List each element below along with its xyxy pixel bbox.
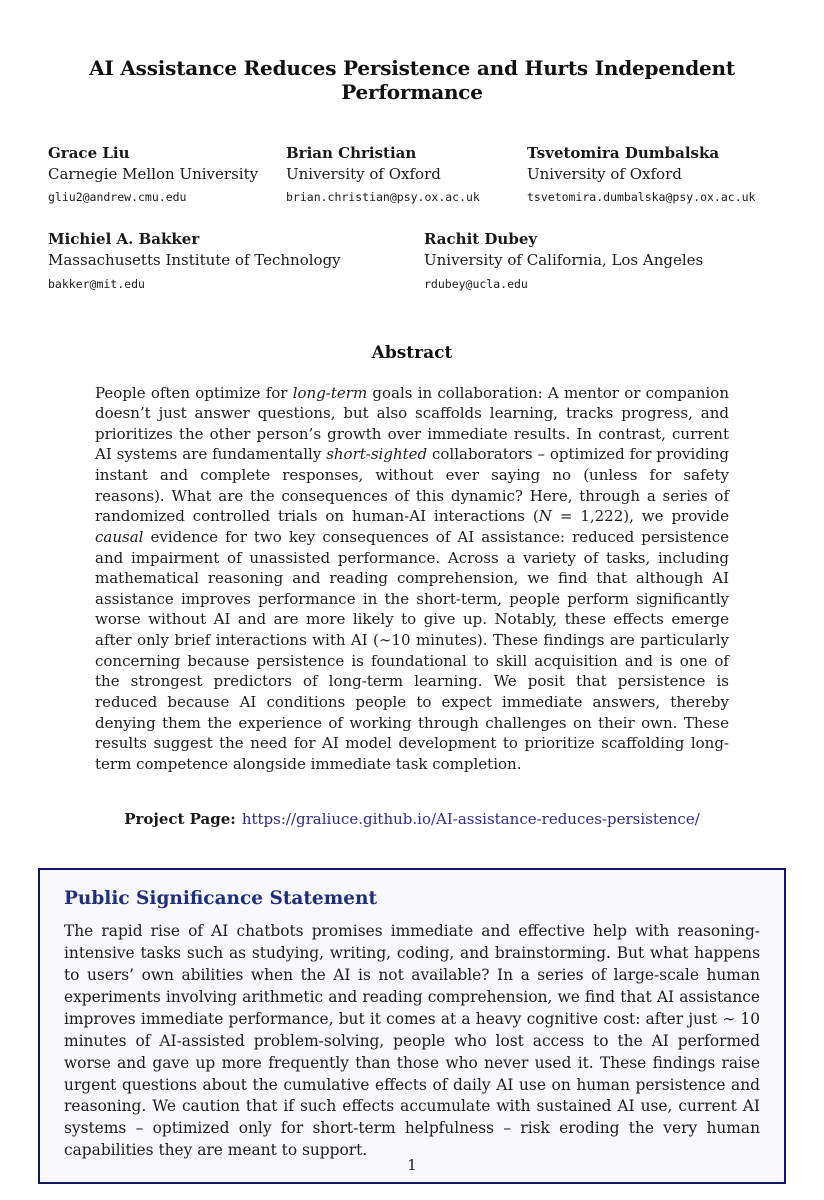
author-name: Tsvetomira Dumbalska [527, 144, 720, 162]
significance-box [38, 868, 786, 1184]
author-block [48, 144, 286, 204]
abstract-heading: Abstract [371, 342, 453, 363]
author-name: Rachit Dubey [424, 230, 538, 249]
paper-title: AI Assistance Reduces Persistence and Hurts Independent Performance [89, 56, 735, 104]
author-name: Grace Liu [48, 144, 130, 162]
author-affiliation: University of California, Los Angeles [424, 250, 704, 269]
significance-text: The rapid rise of AI chatbots promises immediate and effective help with reasoning-intensive tasks such as studying, writing, coding, and brainstorming. But what happens to users’ own abilities when the AI is not available? In a series of large-scale human experiments involving arithmetic and reading comprehension, we find that AI assistance improves immediate performance, but it comes at a heavy cognitive cost: after just ∼ 10 minutes of AI-assisted problem-solving, people who lost access to the AI performed worse and gave up more frequently than those who never used it. These findings raise urgent questions about the cumulative effects of daily AI use on human persistence and reasoning. We caution that if such effects accumulate with sustained AI use, current AI systems – optimized only for short-term helpfulness – risk eroding the very human capabilities they are meant to support. [64, 922, 760, 1160]
author-name: Brian Christian [286, 144, 417, 162]
author-email: rdubey@ucla.edu [424, 276, 528, 291]
project-page-line [0, 810, 824, 828]
author-affiliation: Carnegie Mellon University [48, 164, 259, 183]
author-email: tsvetomira.dumbalska@psy.ox.ac.uk [527, 190, 756, 205]
author-email: bakker@mit.edu [48, 276, 145, 291]
author-block [424, 230, 804, 290]
author-row-1 [48, 144, 804, 204]
project-page-label: Project Page: [124, 810, 236, 829]
abstract-text: People often optimize for long-term goals in collaboration: A mentor or companion doesn’t just answer questions, but also scaffolds learning, tracks progress, and prioritizes the other person’s growth over immediate results. In contrast, current AI systems are fundamentally short-sighted collaborators – optimized for providing instant and complete responses, without ever saying no (unless for safety reasons). What are the consequences of this dynamic? Here, through a series of randomized controlled trials on human-AI interactions (N = 1,222), we provide causal evidence for two key consequences of AI assistance: reduced persistence and impairment of unassisted performance. Across a variety of tasks, including mathematical reasoning and reading comprehension, we find that although AI assistance improves performance in the short-term, people perform significantly worse without AI and are more likely to give up. Notably, these effects emerge after only brief interactions with AI (∼10 minutes). These findings are particularly concerning because persistence is foundational to skill acquisition and is one of the strongest predictors of long-term learning. We posit that persistence is reduced because AI conditions people to expect immediate answers, thereby denying them the experience of working through challenges on their own. These results suggest the need for AI model development to prioritize scaffolding long-term competence alongside immediate task completion. [95, 383, 729, 773]
project-page-link[interactable]: https://graliuce.github.io/AI-assistance-reduces-persistence/ [241, 810, 700, 829]
author-name: Michiel A. Bakker [48, 230, 200, 249]
page-number: 1 [407, 1156, 417, 1174]
author-email: gliu2@andrew.cmu.edu [48, 190, 187, 205]
author-affiliation: Massachusetts Institute of Technology [48, 250, 341, 269]
author-email: brian.christian@psy.ox.ac.uk [286, 190, 480, 205]
author-block [527, 144, 804, 204]
significance-heading: Public Significance Statement [64, 888, 378, 910]
author-affiliation: University of Oxford [527, 164, 682, 183]
author-affiliation: University of Oxford [286, 164, 441, 183]
author-row-2 [48, 230, 804, 290]
author-block [48, 230, 424, 290]
author-block [286, 144, 527, 204]
